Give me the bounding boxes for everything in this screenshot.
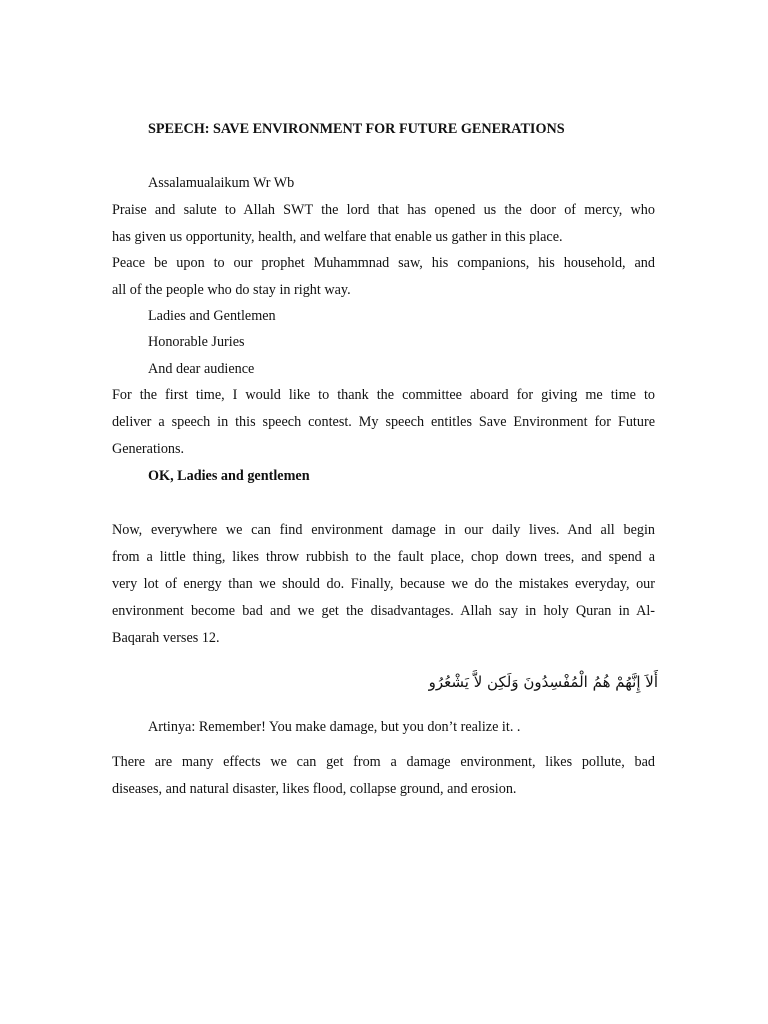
now-line-1: Now, everywhere we can find environment damage in our daily lives. And all begin: [112, 522, 655, 538]
thanks-line-3: Generations.: [112, 441, 185, 457]
speech-title: SPEECH: SAVE ENVIRONMENT FOR FUTURE GENERATIONS: [148, 121, 565, 137]
praise-line-2: has given us opportunity, health, and welfare that enable us gather in this place.: [112, 229, 563, 245]
arabic-verse: أَلاَ إِنَّهُمْ هُمُ الْمُفْسِدُونَ وَلَكِن لاَّ يَشْعُرُو: [428, 673, 658, 691]
address-ladies: Ladies and Gentlemen: [148, 308, 276, 324]
ok-heading: OK, Ladies and gentlemen: [148, 468, 310, 484]
effects-line-2: diseases, and natural disaster, likes flood, collapse ground, and erosion.: [112, 781, 517, 797]
thanks-line-1: For the first time, I would like to thank the committee aboard for giving me time to: [112, 387, 655, 403]
now-line-2: from a little thing, likes throw rubbish to the fault place, chop down trees, and spend a: [112, 549, 655, 565]
now-line-3: very lot of energy than we should do. Finally, because we do the mistakes everyday, our: [112, 576, 655, 592]
artinya-translation: Artinya: Remember! You make damage, but you don’t realize it. .: [148, 719, 521, 735]
praise-line-1: Praise and salute to Allah SWT the lord that has opened us the door of mercy, who: [112, 202, 655, 218]
thanks-line-2: deliver a speech in this speech contest. My speech entitles Save Environment for Future: [112, 414, 655, 430]
address-juries: Honorable Juries: [148, 334, 245, 350]
peace-line-2: all of the people who do stay in right way.: [112, 282, 351, 298]
now-line-4: environment become bad and we get the disadvantages. Allah say in holy Quran in Al-: [112, 603, 655, 619]
now-line-5: Baqarah verses 12.: [112, 630, 220, 646]
address-audience: And dear audience: [148, 361, 255, 377]
effects-line-1: There are many effects we can get from a damage environment, likes pollute, bad: [112, 754, 655, 770]
peace-line-1: Peace be upon to our prophet Muhammnad saw, his companions, his household, and: [112, 255, 655, 271]
greeting: Assalamualaikum Wr Wb: [148, 175, 295, 191]
